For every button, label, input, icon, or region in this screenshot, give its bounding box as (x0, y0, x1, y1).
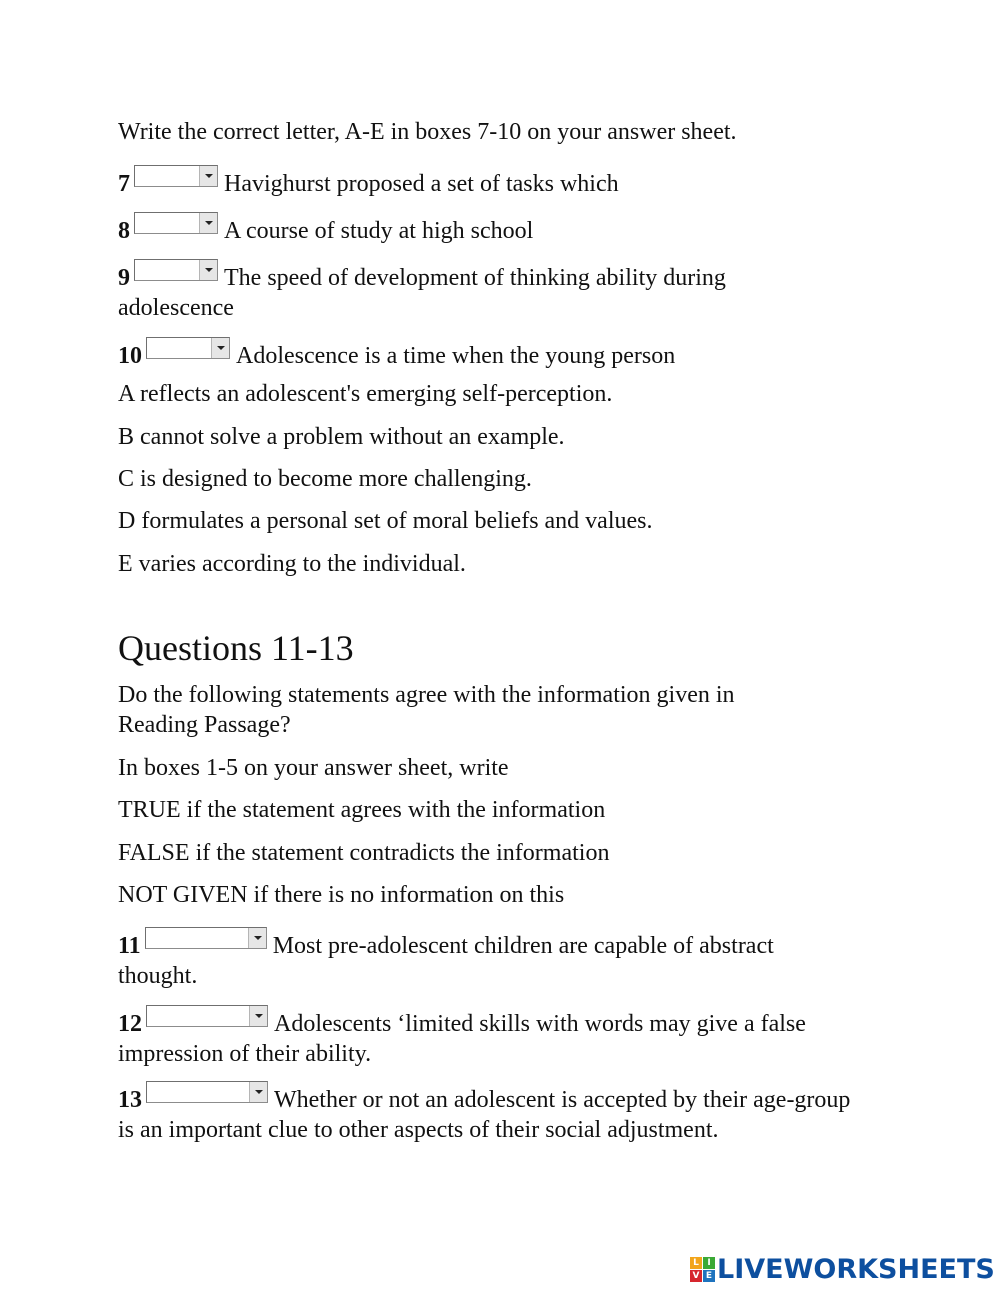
logo-mark-letter: E (703, 1270, 715, 1282)
chevron-down-icon[interactable] (249, 1006, 267, 1026)
question-11 (118, 927, 838, 991)
section-instruction: In boxes 1-5 on your answer sheet, write (118, 755, 509, 781)
option-a: A reflects an adolescent's emerging self-perception. (118, 381, 613, 407)
chevron-down-icon[interactable] (199, 260, 217, 280)
question-text: Adolescents ‘limited skills with words may give a false impression of their ability. (118, 1011, 806, 1067)
answer-13-dropdown[interactable] (146, 1081, 268, 1103)
answer-10-dropdown[interactable] (146, 337, 230, 359)
question-number: 11 (118, 933, 141, 959)
logo-mark-letter: V (690, 1270, 702, 1282)
question-text: Whether or not an adolescent is accepted by their age-group is an important clue to other aspects of their social adjustment. (118, 1087, 851, 1143)
question-number: 10 (118, 343, 142, 369)
question-text: Havighurst proposed a set of tasks which (224, 171, 619, 197)
false-definition: FALSE if the statement contradicts the information (118, 840, 610, 866)
question-text: Adolescence is a time when the young person (236, 343, 676, 369)
liveworksheets-logo (690, 1254, 995, 1284)
question-10 (118, 337, 878, 371)
instructions-7-10: Write the correct letter, A-E in boxes 7-10 on your answer sheet. (118, 119, 737, 145)
option-b: B cannot solve a problem without an example. (118, 424, 565, 450)
logo-mark-letter: L (690, 1257, 702, 1269)
answer-7-dropdown[interactable] (134, 165, 218, 187)
question-text: Most pre-adolescent children are capable of abstract thought. (118, 933, 774, 989)
section-heading: Questions 11-13 (118, 628, 354, 668)
answer-9-dropdown[interactable] (134, 259, 218, 281)
question-number: 8 (118, 218, 130, 244)
chevron-down-icon[interactable] (248, 928, 266, 948)
not-given-definition: NOT GIVEN if there is no information on this (118, 882, 565, 908)
question-text: A course of study at high school (224, 218, 534, 244)
question-number: 7 (118, 171, 130, 197)
option-c: C is designed to become more challenging. (118, 466, 532, 492)
answer-11-dropdown[interactable] (145, 927, 267, 949)
chevron-down-icon[interactable] (211, 338, 229, 358)
logo-text: LIVEWORKSHEETS (717, 1253, 995, 1285)
question-9 (118, 259, 798, 323)
chevron-down-icon[interactable] (249, 1082, 267, 1102)
chevron-down-icon[interactable] (199, 166, 217, 186)
question-number: 13 (118, 1087, 142, 1113)
question-7 (118, 165, 878, 199)
question-number: 12 (118, 1011, 142, 1037)
chevron-down-icon[interactable] (199, 213, 217, 233)
option-e: E varies according to the individual. (118, 551, 466, 577)
answer-12-dropdown[interactable] (146, 1005, 268, 1027)
question-13 (118, 1081, 853, 1145)
answer-8-dropdown[interactable] (134, 212, 218, 234)
question-number: 9 (118, 265, 130, 291)
option-d: D formulates a personal set of moral beliefs and values. (118, 508, 653, 534)
logo-mark-icon (690, 1257, 715, 1282)
logo-mark-letter: I (703, 1257, 715, 1269)
section-prompt: Do the following statements agree with the information given in Reading Passage? (118, 682, 735, 738)
true-definition: TRUE if the statement agrees with the information (118, 797, 606, 823)
question-text: The speed of development of thinking ability during adolescence (118, 265, 726, 321)
question-8 (118, 212, 878, 246)
question-12 (118, 1005, 868, 1069)
